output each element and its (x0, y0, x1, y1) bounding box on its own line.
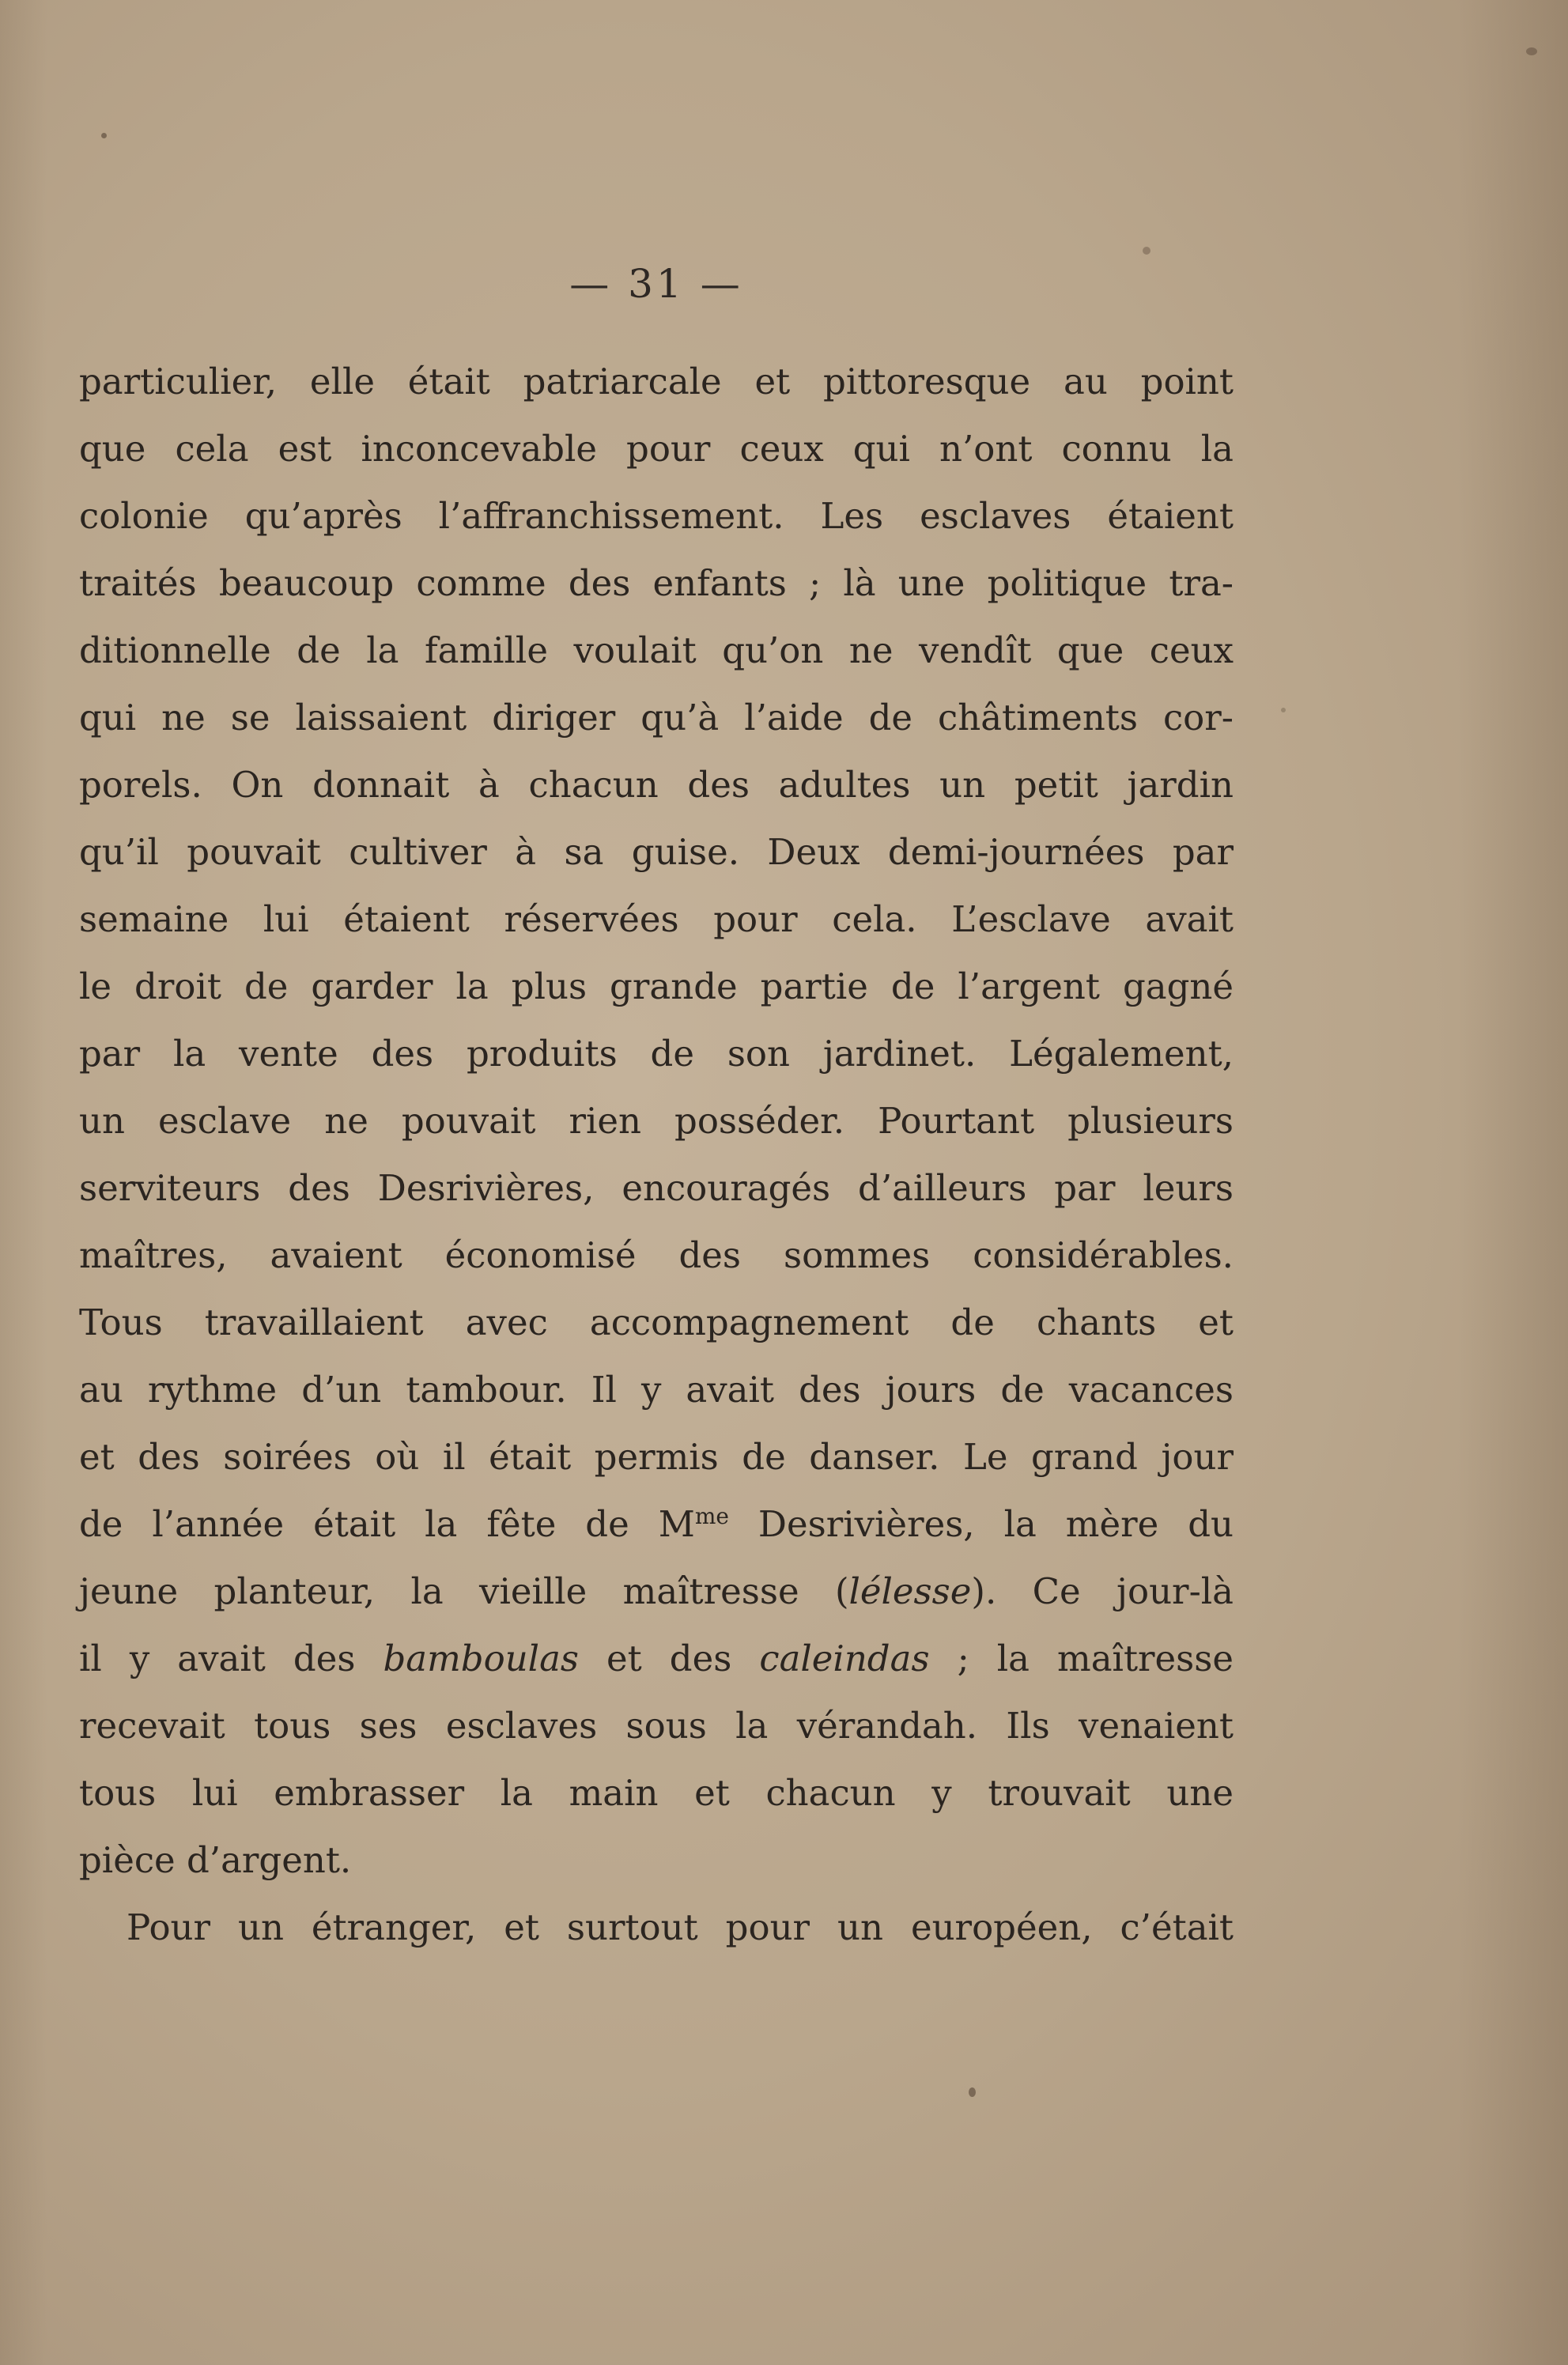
text-segment: et des soirées où il était permis de danser. Le grand jour (79, 1436, 1234, 1478)
text-segment: traités beaucoup comme des enfants ; là une politique tra- (79, 562, 1234, 604)
text-segment: un esclave ne pouvait rien posséder. Pourtant plusieurs (79, 1100, 1234, 1142)
text-segment: recevait tous ses esclaves sous la vérandah. Ils venaient (79, 1705, 1234, 1747)
text-line (79, 1558, 1234, 1625)
text-line (79, 1827, 1234, 1894)
text-segment: particulier, elle était patriarcale et pittoresque au point (79, 361, 1234, 402)
italic-term: bamboulas (383, 1638, 579, 1679)
paper-speck (101, 133, 107, 138)
text-segment: que cela est inconcevable pour ceux qui n’ont connu la (79, 428, 1234, 470)
text-line (79, 1356, 1234, 1423)
text-line (79, 348, 1234, 415)
text-line (79, 751, 1234, 818)
text-segment: ; la maîtresse (929, 1638, 1234, 1679)
text-segment: maîtres, avaient économisé des sommes considérables. (79, 1234, 1234, 1276)
text-segment: Desrivières, la mère du (728, 1503, 1234, 1545)
page-left-shadow (0, 0, 47, 2365)
text-line (79, 482, 1234, 550)
text-line (79, 550, 1234, 617)
text-line (79, 1490, 1234, 1558)
text-segment: Pour un étranger, et surtout pour un européen, c’était (127, 1906, 1234, 1948)
text-segment: ). Ce jour-là (971, 1570, 1234, 1612)
text-segment: le droit de garder la plus grande partie de l’argent gagné (79, 965, 1234, 1007)
text-line (79, 818, 1234, 886)
text-line (79, 1289, 1234, 1356)
paper-speck (969, 2087, 976, 2097)
italic-term: caleindas (759, 1638, 930, 1679)
text-line (79, 1759, 1234, 1827)
text-line (79, 1087, 1234, 1154)
text-segment: jeune planteur, la vieille maîtresse ( (79, 1570, 849, 1612)
text-segment: porels. On donnait à chacun des adultes un petit jardin (79, 764, 1234, 806)
text-segment: Tous travaillaient avec accompagnement de chants et (79, 1302, 1234, 1343)
text-segment: serviteurs des Desrivières, encouragés d’ailleurs par leurs (79, 1167, 1234, 1209)
paper-speck (1281, 708, 1286, 712)
text-segment: et des (578, 1638, 760, 1679)
page-right-shadow (1457, 0, 1568, 2365)
text-segment: au rythme d’un tambour. Il y avait des jours de vacances (79, 1369, 1234, 1411)
page-number: — 31 — (569, 261, 743, 307)
text-line (79, 1894, 1234, 1961)
text-segment: par la vente des produits de son jardinet. Légalement, (79, 1033, 1234, 1075)
text-segment: qu’il pouvait cultiver à sa guise. Deux demi-journées par (79, 831, 1234, 873)
text-line (79, 1020, 1234, 1087)
text-line (79, 953, 1234, 1020)
text-line (79, 1222, 1234, 1289)
text-segment: il y avait des (79, 1638, 383, 1679)
italic-term: lélesse (848, 1570, 972, 1612)
text-segment: semaine lui étaient réservées pour cela. L’esclave avait (79, 898, 1234, 940)
text-line (79, 415, 1234, 482)
text-segment: de l’année était la fête de M (79, 1503, 695, 1545)
text-segment: qui ne se laissaient diriger qu’à l’aide de châtiments cor- (79, 697, 1234, 739)
text-line (79, 1625, 1234, 1692)
text-segment: tous lui embrasser la main et chacun y trouvait une (79, 1772, 1234, 1814)
text-line (79, 1692, 1234, 1759)
text-line (79, 617, 1234, 684)
text-line (79, 684, 1234, 751)
paper-speck (1526, 47, 1537, 55)
body-text (79, 348, 1234, 1961)
text-segment: ditionnelle de la famille voulait qu’on ne vendît que ceux (79, 629, 1234, 671)
text-segment: pièce d’argent. (79, 1839, 352, 1881)
text-line (79, 1423, 1234, 1490)
text-line (79, 1154, 1234, 1222)
superscript: me (694, 1503, 729, 1529)
paper-speck (1143, 247, 1150, 255)
text-line (79, 886, 1234, 953)
text-segment: colonie qu’après l’affranchissement. Les esclaves étaient (79, 495, 1234, 537)
